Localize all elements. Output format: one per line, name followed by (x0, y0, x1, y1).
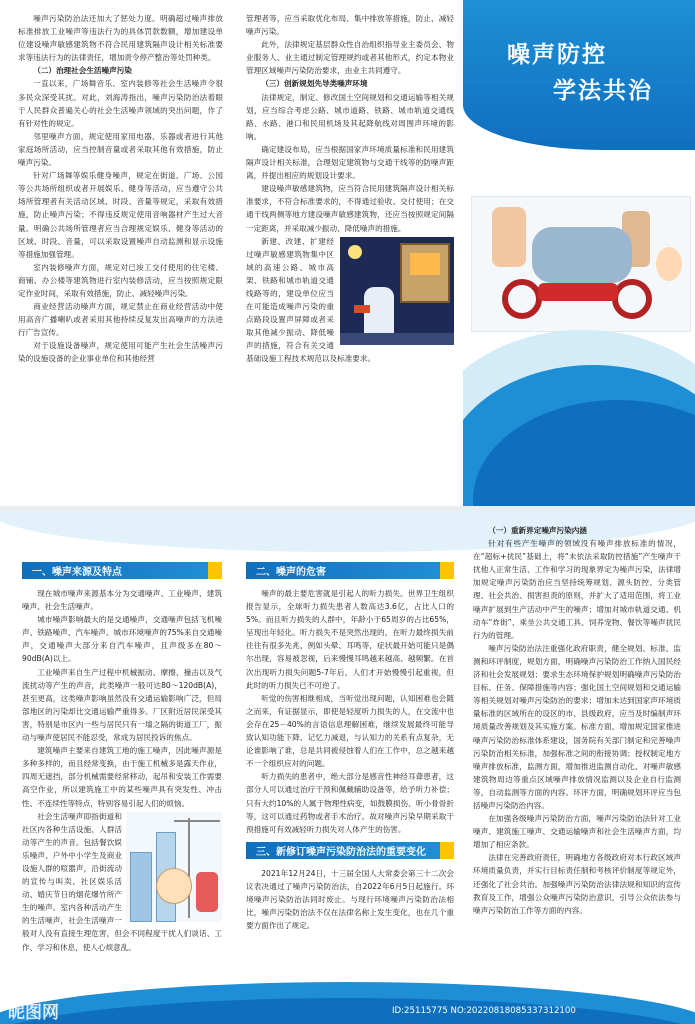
cover-title-line-2: 学法共治 (553, 78, 653, 104)
paragraph: 室内装修噪声方面，规定对已竣工交付使用的住宅楼、商铺、办公楼等建筑物进行室内装修活动，应当按照规定限定作业时间，采取有效措施，防止、减轻噪声污染。 (18, 262, 223, 298)
crane-icon (188, 818, 190, 918)
paragraph: 社会生活噪声即指街道和社区内各种生活设施、人群活动等产生的声音。包括餐饮娱乐噪声、户外中小学生及商业设施人群的喧嚣声，沿街流动的宣传与叫卖、社区娱乐活动、婚庆节日的烟花爆竹所产生的噪声。室内各种活动产生的生活噪声，社会生活噪声一般对人没有直接生理危害，但会不同程度干扰人们谈话、工作、学习和休息，使人心烦意乱。 (22, 811, 222, 952)
top-column-2 (246, 12, 454, 500)
section-title: 一、噪声来源及特点 (22, 562, 208, 579)
top-column-1 (18, 12, 223, 500)
crane-arm-icon (174, 820, 220, 822)
cover-title-line-1: 噪声防控 (507, 42, 607, 68)
bottom-column-2 (246, 560, 454, 1010)
section-title: 三、新修订噪声污染防治法的重要变化 (246, 842, 440, 859)
paragraph: 法律规定，制定、修改国土空间规划和交通运输等相关规划，应当综合考虑公路、城市道路、铁路、城市轨道交通线路、水路、港口和民用机场及其起降航线对周围声环境的影响。 (246, 92, 454, 141)
motorbike-noise-illustration (471, 196, 691, 332)
paragraph: 城市噪声影响最大的是交通噪声，交通噪声包括飞机噪声、铁路噪声、汽车噪声。城市环境噪声的75%来自交通噪声，交通噪声大部分来自汽车噪声，且声级多在80～90dB(A)以上。 (22, 615, 222, 664)
paragraph: 针对有些产生噪声的领域没有噪声排放标准的情况，在“超标+扰民”基础上，将“未依法采取防控措施”产生噪声干扰他人正常生活、工作和学习的现象界定为噪声污染，法律增加规定噪声污染防治应当坚持统筹规划、源头防控、分类管理、社会共治、损害担责的原则，并扩大了适用范围，将工业噪声扩展到生产活动中产生的噪声；增加对城市轨道交通、机动车“炸街”、乘坐公共交通工具、饲养宠物、餐饮等噪声扰民行为的管理。 (473, 539, 681, 640)
paragraph: 邻里噪声方面，规定使用家用电器、乐器或者进行其他家庭场所活动，应当控制音量或者采取其他有效措施，防止噪声污染。 (18, 131, 223, 168)
paragraph: 确定建设布局，应当根据国家声环境质量标准和民用建筑隔声设计相关标准，合理划定建筑物与交通干线等的防噪声距离，并提出相应的规划设计要求。 (246, 144, 454, 181)
paragraph: 法律在完善政府责任，明确地方各级政府对本行政区域声环境质量负责，并实行目标责任制和考核评价制度等规定外，还强化了社会共治。加强噪声污染防治法律法规和知识的宣传教育及工作，增强公众噪声污染防治意识，引导公众依法参与噪声污染防治工作等方面的内容。 (473, 853, 681, 915)
bottom-column-1 (22, 560, 222, 1010)
rider-icon (532, 227, 632, 283)
paragraph: 2021年12月24日，十三届全国人大常委会第三十二次会议表决通过了噪声污染防治法，自2022年6月5日起施行。环境噪声污染防治法同时废止。与现行环境噪声污染防治法相比，噪声污染防治法不仅在法律名称上发生变化，也在几个重要方面作出了规定。 (246, 868, 454, 931)
watermark-logo: 昵图网 (8, 1003, 59, 1023)
section-subheading: （一）重新界定噪声污染内涵 (488, 526, 587, 535)
lit-window-icon (410, 253, 440, 275)
ground-strip (340, 333, 454, 345)
section-subheading: （三）创新规划先导类噪声环境 (261, 79, 368, 89)
distressed-face-icon (156, 868, 192, 904)
paragraph: 商业经营活动噪声方面，规定禁止在商业经营活动中使用高音广播喇叭或者采用其他持续反复发出高噪声的方法进行广告宣传。 (18, 302, 223, 338)
annoyed-person-icon (656, 247, 682, 281)
section-header-hazards (246, 562, 454, 579)
wheel-icon (612, 279, 652, 319)
header-accent (440, 842, 454, 859)
paragraph: 新建、改建、扩建经过噪声敏感建筑物集中区域的高速公路、城市高架、铁路和城市轨道交通线路等的，建设单位应当在可能造成噪声污染的重点路段设置声屏障或者采取其他减少振动、降低噪声的措施，符合有关交通基础设施工程技术规范以及标准要求。 (246, 236, 376, 364)
section-header-changes (246, 842, 454, 859)
watermark-id: ID:25115775 NO:20220818085337312100 (392, 1006, 576, 1016)
paragraph: 噪声污染防治法注重强化政府职责，健全规划、标准、监测和环评制度，规划方面，明确噪声污染防治工作纳入国民经济和社会发展规划；要求生态环境保护规划明确噪声污染防治目标、任务、保障措施等内容；强化国土空间规划和交通运输等相关规划对噪声污染防治的要求；增加未达到国家声环境质量标准的区域所在的设区的市、县级政府，应当及时编制声环境质量改善规划及其实施方案。标准方面，增加规定国家推进噪声污染防治标准体系建设，国务院有关部门制定和完善噪声污染防治相关标准，加强标准之间的衔接协调；授权制定地方噪声排放标准，监测方面，增加推进监测自动化、对噪声敏感建筑物周边等重点区域噪声排放情况监测以及企业自行监测等，自动监测等方面的内容。环评方面，明确规划环评应当包括噪声污染防治内容。 (473, 643, 681, 810)
paragraph: 建筑噪声主要来自建筑工地的施工噪声，因此噪声源是多种多样的，而且经常变换，由于施工机械多是露天作业，四周无遮挡，部分机械需要经常移动，起吊和安装工作需要高空作业，所以建筑施工中的某些噪声具有突发性、冲击性、不连续性等特点，特别容易引起人们的烦恼。 (22, 746, 222, 808)
child-figure-icon (196, 872, 218, 912)
paragraph: 在加强各级噪声污染防治方面，噪声污染防治法针对工业噪声、建筑施工噪声、交通运输噪声和社会生活噪声方面，均增加了相应条款。 (473, 814, 681, 850)
paragraph: 噪声的最主要危害就是引起人的听力损失。世界卫生组织报告显示，全球听力损失患者人数高达3.6亿，占比人口的5%。而且听力损失的人群中，年龄小于65周岁的占比65%，呈现出年轻化。听力损失不是突然出现的，在听力最终损失前往往有很多先兆，例如头晕、耳鸣等，症状最开始可能只是偶尔出现，容易被忽视，后来慢慢耳鸣越来越高、越频繁。在首次出现听力损失问题5-7年后，人们才开始慢慢引起重视，但此时的听力损失已不可逆了。 (246, 589, 454, 690)
top-spread (0, 0, 695, 506)
section-title: 二、噪声的危害 (246, 562, 440, 579)
paragraph: 工业噪声来自生产过程中机械振动、摩擦、撞击以及气流扰动等产生的声音，此类噪声一般可达80～120dB(A)，甚至更高，这类噪声影响虽然没有交通运输影响广泛，但局部地区的污染却比交通运输严重得多。厂区附近居民深受其害，特别是市区内一些与居民只有一墙之隔的街道工厂，振动与噪声使居民不能忍受，常成为居民投诉的焦点。 (22, 667, 222, 743)
bottom-column-3 (473, 524, 681, 1004)
paragraph: 此外，法律规定基层群众性自治组织指导业主委员会、物业服务人、业主通过制定管理规约或者其他形式，约定本物业管理区域噪声污染防治要求，由业主共同遵守。 (246, 40, 454, 76)
paragraph: 听力损失的患者中，绝大部分是感音性神经耳聋患者，这部分人可以通过治疗干预和佩戴辅助设备等，给予听力补偿；只有大约10%的人属于物理性病变，如鼓膜损伤、听小骨骨折等，这可以通过药物或者手术治疗。故对噪声污染早期采取干预措施可有效减轻听力损失对人体产生的伤害。 (246, 772, 454, 834)
motorbike-body-icon (538, 283, 618, 301)
header-accent (440, 562, 454, 579)
building-icon (492, 207, 526, 267)
paragraph: 一直以来，广场舞音乐、室内装修等社会生活噪声令很多民众深受其扰。对此，刘海涛指出，噪声污染防治法着眼于人民群众普遍关心的社会生活噪声领域的突出问题，作了有针对性的规定。 (18, 79, 223, 128)
night-noise-illustration (340, 237, 454, 345)
section-subheading: （二）治理社会生活噪声污染 (33, 66, 132, 76)
cover-background (463, 0, 695, 506)
paragraph: 对于设施设备噪声，规定使用可能产生社会生活噪声污染的设施设备的企业事业单位和其他经营 (18, 341, 223, 364)
moon-icon (348, 245, 362, 259)
intro-paragraph: 噪声污染防治法还加大了惩处力度。明确超过噪声排放标准排放工业噪声等违法行为的具体罚款数额，增加建设单位建设噪声敏感建筑物不符合民用建筑隔声设计相关标准要求等违法行为的法律责任，增加责令停产整治等处罚种类。 (18, 14, 223, 63)
header-accent (208, 562, 222, 579)
building-icon (130, 852, 152, 922)
paragraph: 建设噪声敏感建筑物，应当符合民用建筑隔声设计相关标准要求，不符合标准要求的，不得通过验收、交付使用；在交通干线两侧等地方建设噪声敏感建筑物，还应当按照规定间隔一定距离，并采取减少振动、降低噪声的措施。 (246, 184, 454, 233)
cover-panel (463, 0, 695, 506)
paragraph: 现在城市噪声来源基本分为交通噪声、工业噪声、建筑噪声、社会生活噪声。 (22, 589, 222, 612)
city-noise-illustration (126, 812, 222, 922)
paragraph: 针对广场舞等娱乐健身噪声，规定在街道、广场、公园等公共场所组织或者开展娱乐、健身等活动，应当遵守公共场所管理者有关活动区域、时段、音量等规定，采取有效措施，防止噪声污染；不得违反规定使用音响器材产生过大音量。明确公共场所管理者应当合理规定娱乐、健身等活动的区域、时段、音量，可以采取设置噪声自动监测和显示设施等措施加强管理。 (18, 171, 223, 259)
section-header-sources (22, 562, 222, 579)
paragraph: 管理者等，应当采取优化布局、集中排放等措施，防止、减轻噪声污染。 (246, 14, 454, 37)
bottom-spread (0, 512, 695, 1024)
drill-icon (354, 305, 370, 313)
paragraph: 听觉的伤害相继相成，当听觉出现问题，认知困难也会随之而来，有证据显示，即使是轻度听力损失的人，在交流中也会存在25－40%的言语信息理解困难，继续发展最终可能导致认知功能下降、记忆力减退，与认知力的关系有点复杂，无论谁影响了谁，总是共同被侵蚀着人们在工作中，总之越来越不一个组织应对的问题。 (246, 693, 454, 769)
wheel-icon (502, 279, 542, 319)
